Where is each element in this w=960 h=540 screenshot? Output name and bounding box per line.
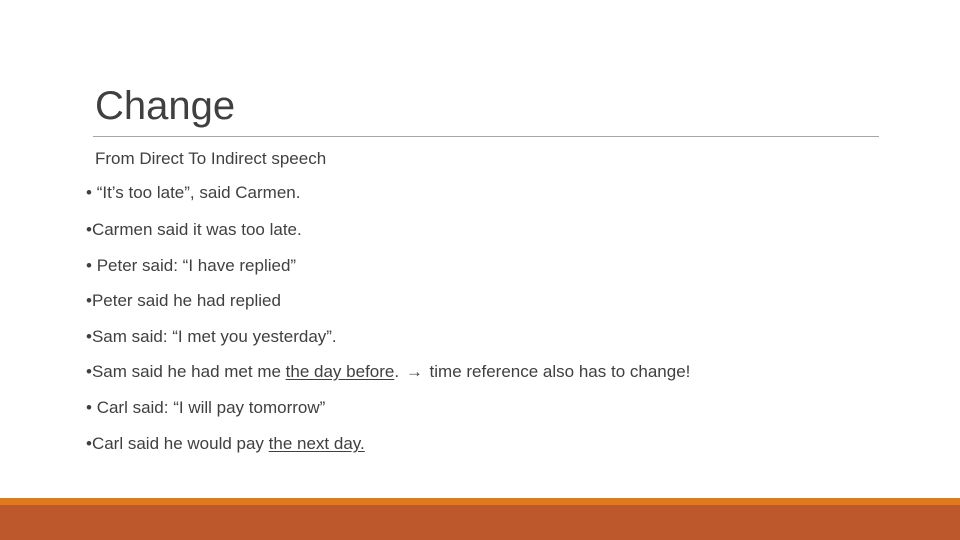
bullet-marker: •: [86, 256, 92, 275]
bullet-line-4: [86, 290, 281, 312]
bullet-marker: •: [86, 220, 92, 239]
bullet-text-post: time reference also has to change!: [424, 362, 691, 381]
footer-accent-stripe: [0, 498, 960, 505]
slide-title: Change: [95, 84, 236, 128]
bullet-marker: •: [86, 327, 92, 346]
bullet-text: “It’s too late”, said Carmen.: [96, 183, 301, 202]
bullet-line-7: [86, 397, 325, 419]
bullet-marker: •: [86, 362, 92, 381]
bullet-marker: •: [86, 183, 92, 202]
bullet-text: Sam said he had met me: [91, 362, 286, 381]
bullet-line-1: [86, 182, 300, 204]
underlined-phrase: the next day.: [268, 434, 365, 453]
bullet-text: Carl said he would pay: [91, 434, 269, 453]
bullet-text: Peter said: “I have replied”: [96, 256, 297, 275]
bullet-marker: •: [86, 398, 92, 417]
footer-band: [0, 505, 960, 540]
arrow-right-icon: →: [405, 362, 423, 381]
bullet-text: Peter said he had replied: [91, 291, 281, 310]
bullet-line-2: [86, 219, 302, 241]
bullet-line-3: [86, 255, 296, 277]
bullet-line-6: [86, 361, 690, 383]
slide-subtitle: From Direct To Indirect speech: [95, 149, 327, 168]
bullet-marker: •: [86, 291, 92, 310]
bullet-line-8: [86, 433, 365, 455]
title-divider: [93, 136, 879, 137]
bullet-text: Carl said: “I will pay tomorrow”: [96, 398, 326, 417]
bullet-text: Carmen said it was too late.: [91, 220, 302, 239]
bullet-text-mid: .: [394, 362, 404, 381]
bullet-line-5: [86, 326, 337, 348]
bullet-marker: •: [86, 434, 92, 453]
underlined-phrase: the day before: [285, 362, 395, 381]
bullet-text: Sam said: “I met you yesterday”.: [91, 327, 337, 346]
